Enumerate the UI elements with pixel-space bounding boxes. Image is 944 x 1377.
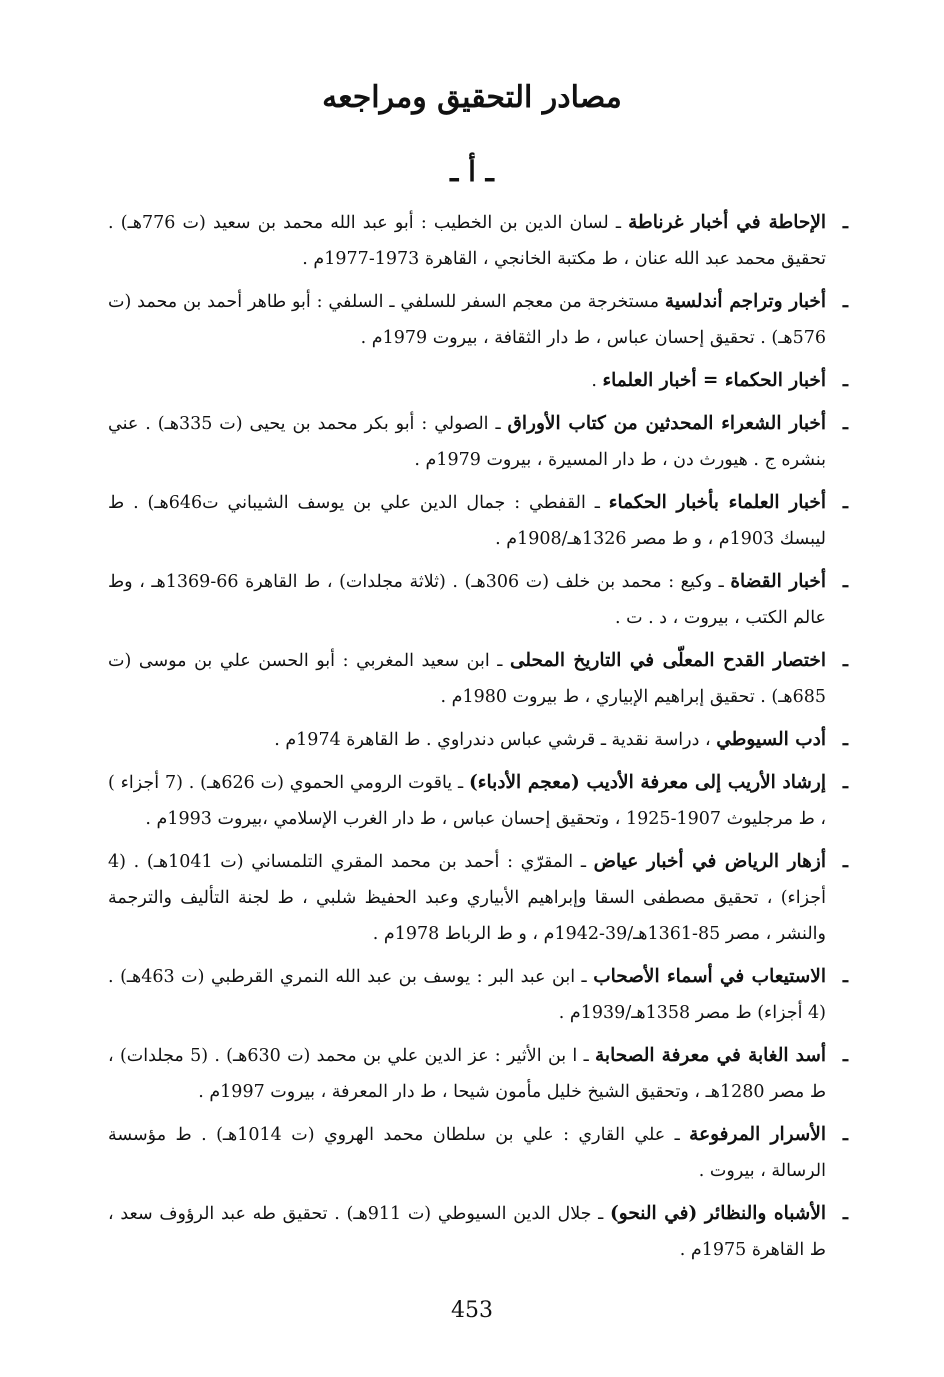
entry-details: ـ ا بن الأثير : عز الدين علي بن محمد (ت 630هـ) . (5 مجلدات) ، ط مصر 1280هـ ، وتحقيق الشيخ خليل مأمون شيحا ، ط دار المعرفة ، بيروت 1997م . <box>108 1046 826 1102</box>
entry-details: ـ علي القاري : علي بن سلطان محمد الهروي (ت 1014هـ) . ط مؤسسة الرسالة ، بيروت . <box>108 1125 826 1181</box>
entry-title: الأسرار المرفوعة <box>689 1124 826 1145</box>
entry-title: أخبار الشعراء المحدثين من كتاب الأوراق <box>507 413 827 434</box>
entry-dash: ـ <box>842 493 848 513</box>
bibliography-entry <box>108 485 848 557</box>
entry-dash: ـ <box>842 1046 848 1066</box>
entry-title: أخبار القضاة <box>730 571 826 592</box>
entry-dash: ـ <box>842 730 848 750</box>
entry-title: الأشباه والنظائر (في النحو) <box>610 1203 827 1224</box>
bibliography-entry <box>108 564 848 636</box>
bibliography-entry <box>108 1038 848 1110</box>
bibliography-entry <box>108 1117 848 1189</box>
entry-title: الإحاطة في أخبار غرناطة <box>628 212 827 233</box>
entry-dash: ـ <box>842 651 848 671</box>
entry-title: الاستيعاب في أسماء الأصحاب <box>593 966 826 987</box>
entry-details: ـ وكيع : محمد بن خلف (ت 306هـ) . (ثلاثة مجلدات) ، ط القاهرة 66-1369هـ ، وط عالم الكتب ، بيروت ، د . ت . <box>108 572 826 628</box>
section-letter-heading: ـ أ ـ <box>450 155 494 188</box>
bibliography-list <box>108 205 848 1275</box>
entry-details: ـ ابن سعيد المغربي : أبو الحسن علي بن موسى (ت 685هـ) . تحقيق إبراهيم الإبياري ، ط بيروت 1980م . <box>108 651 826 707</box>
entry-title: إرشاد الأريب إلى معرفة الأديب (معجم الأدباء) <box>469 772 826 793</box>
entry-details: ـ ابن عبد البر : يوسف بن عبد الله النمري القرطبي (ت 463هـ) . (4 أجزاء) ط مصر 1358هـ/1939م . <box>108 967 826 1023</box>
bibliography-entry <box>108 284 848 356</box>
entry-dash: ـ <box>842 414 848 434</box>
bibliography-entry <box>108 406 848 478</box>
bibliography-entry <box>108 205 848 277</box>
entry-dash: ـ <box>842 292 848 312</box>
entry-title: أسد الغابة في معرفة الصحابة <box>595 1045 826 1066</box>
entry-details: ـ ياقوت الرومي الحموي (ت 626هـ) . (7 أجزاء ) ، ط مرجليوث 1907-1925 ، وتحقيق إحسان عباس ، ط دار الغرب الإسلامي ،بيروت 1993م . <box>108 773 826 829</box>
entry-dash: ـ <box>842 1204 848 1224</box>
bibliography-entry <box>108 959 848 1031</box>
entry-title: اختصار القدح المعلّى في التاريخ المحلى <box>510 650 826 671</box>
entry-dash: ـ <box>842 852 848 872</box>
entry-details: ـ المقرّي : أحمد بن محمد المقري التلمساني (ت 1041هـ) . (4 أجزاء) ، تحقيق مصطفى السقا وإبراهيم الأبياري وعبد الحفيظ شلبي ، ط لجنة التأليف والترجمة والنشر ، مصر 85-1361هـ/39-1942م ، و ط الرباط 1978م . <box>108 852 826 944</box>
entry-dash: ـ <box>842 773 848 793</box>
bibliography-entry <box>108 765 848 837</box>
entry-dash: ـ <box>842 572 848 592</box>
bibliography-entry <box>108 363 848 399</box>
bibliography-entry <box>108 722 848 758</box>
entry-details: ـ القفطي : جمال الدين علي بن يوسف الشيباني ت646هـ) . ط ليبسك 1903م ، و ط مصر 1326هـ/1908م . <box>108 493 826 549</box>
entry-details: ، دراسة نقدية ـ قرشي عباس دندراوي . ط القاهرة 1974م . <box>274 730 717 750</box>
entry-title: أخبار العلماء بأخبار الحكماء <box>608 492 826 513</box>
page-title: مصادر التحقيق ومراجعه <box>322 80 622 115</box>
entry-title: أخبار وتراجم أندلسية <box>664 291 826 312</box>
entry-details: ـ لسان الدين بن الخطيب : أبو عبد الله محمد بن سعيد (ت 776هـ) . تحقيق محمد عبد الله عنان ، ط مكتبة الخانجي ، القاهرة 1973-1977م . <box>108 213 826 269</box>
entry-details: مستخرجة من معجم السفر للسلفي ـ السلفي : أبو طاهر أحمد بن محمد (ت 576هـ) . تحقيق إحسان عباس ، ط دار الثقافة ، بيروت 1979م . <box>108 292 826 348</box>
entry-details: ـ الصولي : أبو بكر محمد بن يحيى (ت 335هـ) . عني بنشره ج . هيورث دن ، ط دار المسيرة ، بيروت 1979م . <box>108 414 826 470</box>
entry-dash: ـ <box>842 1125 848 1145</box>
entry-title: أزهار الرياض في أخبار عياض <box>593 851 826 872</box>
entry-details: . <box>591 371 603 391</box>
bibliography-entry <box>108 1196 848 1268</box>
entry-dash: ـ <box>842 371 848 391</box>
entry-dash: ـ <box>842 213 848 233</box>
page-number: 453 <box>451 1298 493 1323</box>
bibliography-entry <box>108 844 848 952</box>
entry-dash: ـ <box>842 967 848 987</box>
entry-details: ـ جلال الدين السيوطي (ت 911هـ) . تحقيق طه عبد الرؤوف سعد ، ط القاهرة 1975م . <box>108 1204 826 1260</box>
bibliography-entry <box>108 643 848 715</box>
entry-title: أدب السيوطي <box>716 729 826 750</box>
entry-title: أخبار الحكماء = أخبار العلماء <box>602 370 826 391</box>
